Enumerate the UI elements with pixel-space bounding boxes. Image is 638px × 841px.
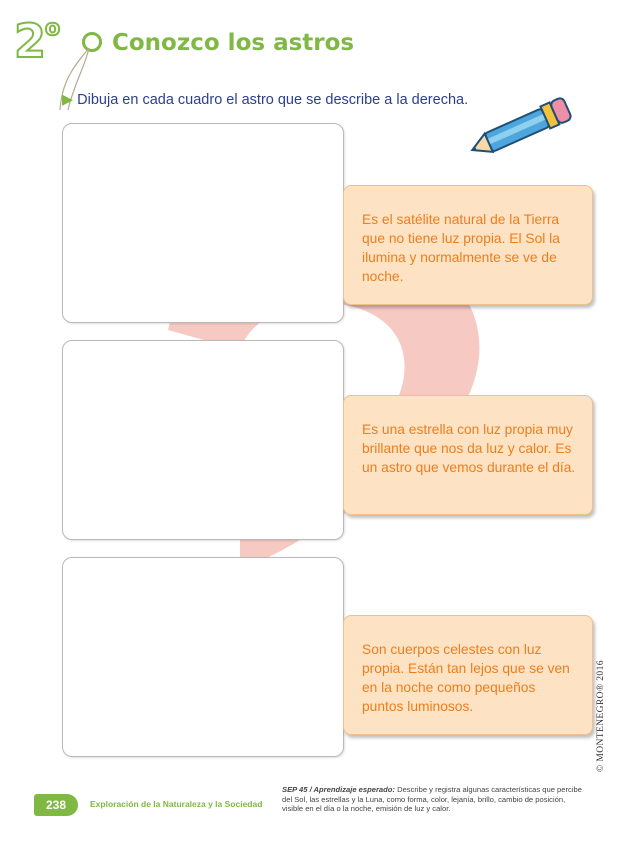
description-text-1: Es el satélite natural de la Tierra que no tiene luz propia. El Sol la ilumina y normalmente se ve de noche.	[362, 212, 560, 284]
sep-note	[282, 785, 582, 814]
description-box-2	[343, 395, 593, 515]
description-box-3	[343, 615, 593, 735]
drawing-box-3[interactable]	[62, 557, 344, 757]
description-text-3: Son cuerpos celestes con luz propia. Están tan lejos que se ven en la noche como pequeños puntos luminosos.	[362, 642, 570, 714]
page-number: 238	[34, 794, 78, 816]
description-box-1	[343, 185, 593, 305]
sep-label: SEP 45 / Aprendizaje esperado:	[282, 785, 395, 794]
grade-badge	[14, 14, 60, 68]
description-text-2: Es una estrella con luz propia muy brillante que nos da luz y calor. Es un astro que vemos durante el día.	[362, 422, 576, 475]
grade-ordinal: o	[45, 15, 60, 41]
page-title: Conozco los astros	[112, 30, 355, 56]
grade-number: 2	[14, 14, 46, 68]
arrow-right-icon: ▶	[62, 92, 74, 108]
subject-label: Exploración de la Naturaleza y la Sociedad	[90, 799, 263, 809]
drawing-box-2[interactable]	[62, 340, 344, 540]
drawing-box-1[interactable]	[62, 123, 344, 323]
instruction-text: Dibuja en cada cuadro el astro que se describe a la derecha.	[77, 92, 469, 108]
sep-text: Describe y registra algunas características que percibe del Sol, las estrellas y la Luna, como forma, color, lejanía, brillo, cambio de posición, visible en el día o la noche, emisión de luz y calor.	[282, 785, 582, 814]
copyright: © MONTENEGRO® 2016	[596, 660, 606, 772]
pencil-icon	[462, 96, 582, 162]
instruction	[62, 92, 468, 108]
